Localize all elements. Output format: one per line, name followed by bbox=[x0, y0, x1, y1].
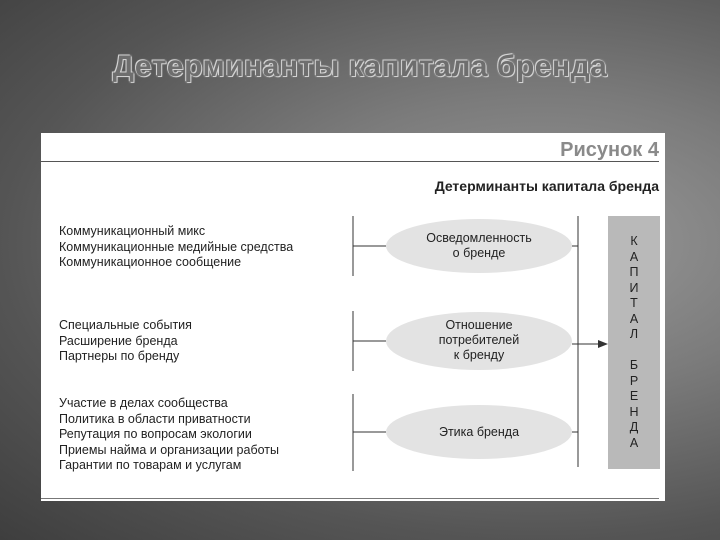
ellipse-label-line: к бренду bbox=[453, 348, 505, 362]
capital-letter: Л bbox=[629, 327, 639, 341]
group-communications bbox=[59, 224, 293, 271]
figure-title: Детерминанты капитала бренда bbox=[434, 178, 659, 194]
capital-letter: К bbox=[630, 234, 638, 248]
group-item: Репутация по вопросам экологии bbox=[59, 427, 252, 441]
group-item: Коммуникационное сообщение bbox=[59, 255, 242, 269]
ellipse-label-line: потребителей bbox=[438, 333, 520, 347]
group-item: Расширение бренда bbox=[59, 333, 178, 348]
ellipse-label-line: о бренде bbox=[452, 246, 506, 260]
group-item: Коммуникационный микс bbox=[59, 224, 206, 238]
capital-letter: Б bbox=[629, 358, 639, 372]
group-item: Коммуникационные медийные средства bbox=[59, 239, 294, 254]
group-item: Участие в делах сообщества bbox=[59, 396, 228, 410]
ellipse-label-awareness bbox=[386, 231, 572, 261]
capital-letter: А bbox=[629, 435, 639, 450]
arrow-head-icon bbox=[598, 340, 608, 348]
capital-letter: И bbox=[629, 280, 639, 295]
ellipse-label-line: Этика бренда bbox=[438, 425, 520, 439]
ellipse-label-ethics bbox=[386, 425, 572, 440]
capital-letter: Д bbox=[629, 420, 639, 434]
capital-letter: Н bbox=[629, 404, 639, 419]
group-item: Партнеры по бренду bbox=[59, 349, 180, 363]
capital-letter: Е bbox=[629, 389, 639, 403]
group-item: Специальные события bbox=[59, 318, 192, 332]
figure-number: Рисунок 4 bbox=[560, 139, 659, 161]
brand-capital-box bbox=[608, 216, 660, 469]
group-events bbox=[59, 318, 192, 365]
group-item: Приемы найма и организации работы bbox=[59, 442, 279, 457]
capital-letter: Т bbox=[630, 296, 638, 310]
figure bbox=[41, 133, 665, 501]
slide-title: Детерминанты капитала бренда bbox=[112, 50, 608, 83]
capital-letter: Р bbox=[629, 373, 639, 388]
group-item: Гарантии по товарам и услугам bbox=[59, 458, 242, 472]
ellipse-label-line: Отношение bbox=[445, 318, 513, 332]
capital-letter: А bbox=[629, 249, 639, 264]
capital-letter: А bbox=[629, 311, 639, 326]
ellipse-label-attitude bbox=[386, 318, 572, 363]
group-ethics bbox=[59, 396, 279, 474]
group-item: Политика в области приватности bbox=[59, 411, 251, 426]
figure-bottom-rule bbox=[41, 498, 659, 499]
ellipse-label-line: Осведомленность bbox=[426, 231, 532, 245]
capital-letter: П bbox=[629, 265, 639, 279]
